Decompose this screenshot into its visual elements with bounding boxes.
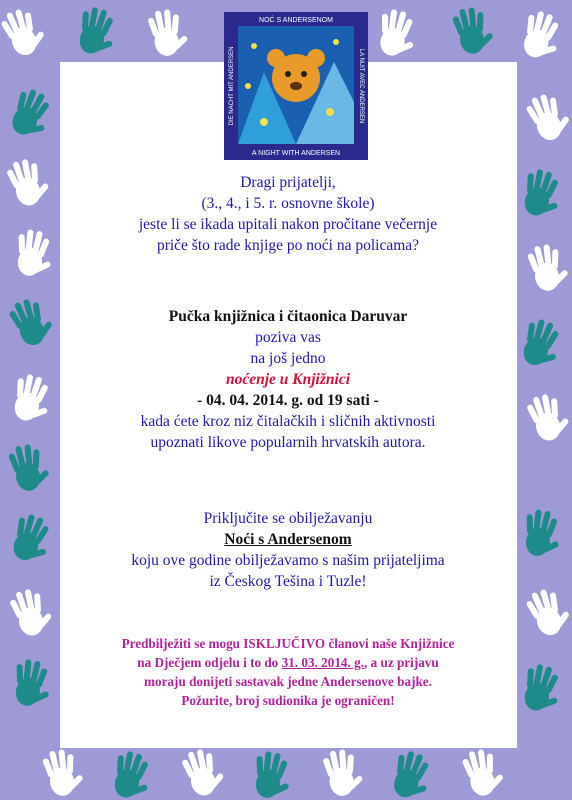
registration-deadline: 31. 03. 2014. g. (281, 655, 364, 670)
intro-question-2: priče što rade knjige po noći na policama? (156, 237, 420, 254)
celebration-block (62, 508, 514, 592)
registration-notice (62, 634, 514, 710)
event-description-2: upoznati likove popularnih hrvatskih autora. (150, 434, 426, 451)
notice-line-2-end: , a uz prijavu (364, 655, 439, 670)
greeting: Dragi prijatelji, (240, 174, 336, 191)
celebration-partners-1: koju ove godine obilježavamo s našim prijateljima (131, 552, 445, 569)
logo-bottom-text: A NIGHT WITH ANDERSEN (251, 150, 341, 157)
invitation-block (62, 306, 514, 453)
intro-block (62, 172, 514, 256)
event-date: - 04. 04. 2014. g. od 19 sati - (197, 392, 379, 409)
invite-line: poziva vas (255, 329, 321, 346)
intro-question-1: jeste li se ikada upitali nakon pročitane večernje (138, 216, 438, 233)
celebration-partners-2: iz Českog Tešina i Tuzle! (209, 573, 367, 590)
event-name: noćenje u Knjižnici (225, 371, 351, 388)
night-with-andersen-logo (224, 12, 368, 160)
logo-top-text: NOĆ S ANDERSENOM (259, 17, 333, 24)
grades: (3., 4., i 5. r. osnovne škole) (201, 195, 375, 212)
invite-line-2: na još jedno (250, 350, 326, 367)
notice-line-2-start: na Dječjem odjelu i to do (137, 655, 282, 670)
celebration-intro: Priključite se obilježavanju (203, 510, 373, 527)
celebration-name: Noći s Andersenom (224, 531, 352, 548)
logo-right-text: LA NUIT AVEC ANDERSEN (358, 48, 364, 124)
event-description-1: kada ćete kroz niz čitalačkih i sličnih aktivnosti (140, 413, 436, 430)
library-name: Pučka knjižnica i čitaonica Daruvar (168, 308, 408, 325)
notice-line-1: Predbilježiti se mogu ISKLJUČIVO članovi naše Knjižnice (121, 636, 455, 651)
notice-line-3: moraju donijeti sastavak jedne Andersenove bajke. (144, 674, 432, 689)
notice-line-4: Požurite, broj sudionika je ograničen! (181, 693, 395, 708)
notice-line-2 (62, 653, 514, 672)
logo-left-text: DIE NACHT MIT ANDERSEN (229, 46, 235, 126)
